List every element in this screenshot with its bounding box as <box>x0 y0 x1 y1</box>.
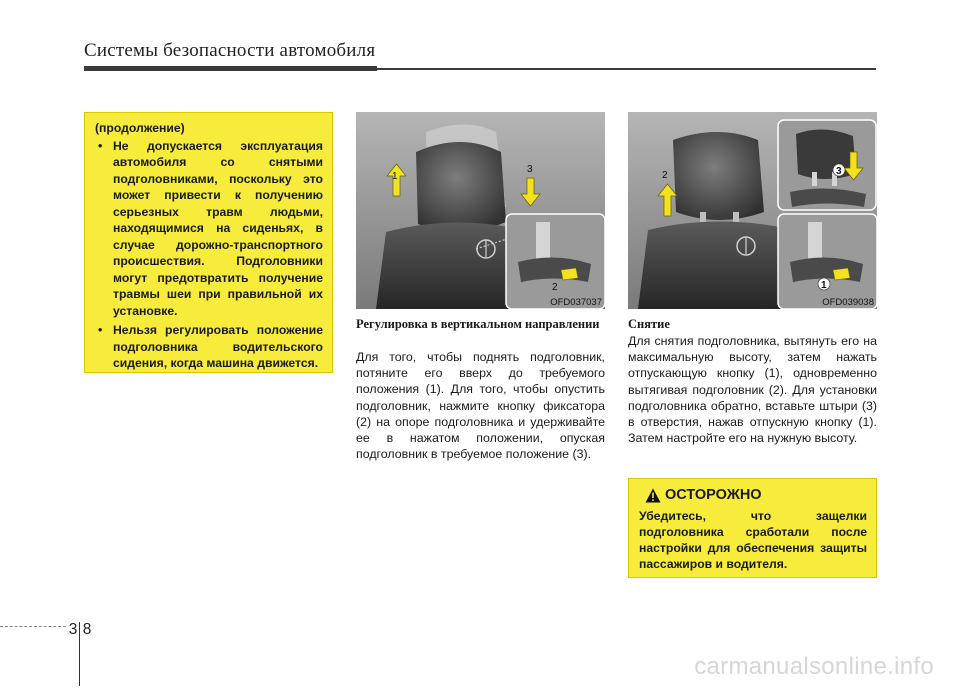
page-number <box>66 621 94 639</box>
section-body-removal: Для снятия подголовника, вытянуть его на максимальную высоту, затем нажать отпускающую кнопку (1), одновременно вытягивая подголовник (2). Для установки подголовника обратно, вставьте штыри (3) в отверстия, нажав отпускную кнопку (1). Затем настройте его на нужную высоту. <box>628 334 877 446</box>
section-heading-height-adjustment: Регулировка в вертикальном направлении <box>356 317 600 331</box>
caution-list <box>95 138 323 372</box>
page-header-title: Системы безопасности автомобиля <box>84 40 376 61</box>
bullet-icon: • <box>98 323 103 337</box>
warning-text: Убедитесь, что защелки подголовника сработали после настройки для обеспечения защиты пассажиров и водителя. <box>639 509 867 571</box>
warning-triangle-icon <box>645 488 661 503</box>
header-rule-thick <box>84 66 377 71</box>
figure-code: OFD037037 <box>550 297 602 308</box>
headrest-illustration-1 <box>356 112 605 309</box>
continued-label: (продолжение) <box>95 121 185 135</box>
headrest-illustration-2 <box>628 112 877 309</box>
caution-item: • Не допускается эксплуатация автомобиля со снятыми подголовниками, поскольку это может привести к получению серьезных травм людьми, находящимися на сиденьях, в случае дорожно-транспортного происшествия. Подголовники могут предотвратить получение травмы шеи при правильной их установке. <box>98 138 323 318</box>
page-section: 3 <box>68 621 78 638</box>
callout-1: 1 <box>821 280 827 291</box>
callout-2: 2 <box>552 282 558 293</box>
header-rule-thin <box>377 68 876 70</box>
figure-removal <box>628 112 877 309</box>
watermark: carmanualsonline.info <box>694 653 934 680</box>
warning-title-row <box>639 487 867 503</box>
warning-box <box>628 478 877 578</box>
caution-item: • Нельзя регулировать положение подголовника водительского сидения, когда машина движется. <box>98 323 323 370</box>
figure-code: OFD039038 <box>822 297 874 308</box>
callout-3: 3 <box>527 164 533 175</box>
figure-height-adjustment <box>356 112 605 309</box>
page-number-divider <box>79 622 80 686</box>
callout-1: 1 <box>392 171 398 182</box>
section-heading-removal: Снятие <box>628 317 670 331</box>
callout-2: 2 <box>662 170 668 181</box>
footer-dashed-rule <box>0 626 66 627</box>
page-index: 8 <box>82 621 92 638</box>
warning-title: ОСТОРОЖНО <box>665 487 762 503</box>
section-body-height-adjustment: Для того, чтобы поднять подголовник, потяните его вверх до требуемого положения (1). Для того, чтобы опустить подголовник, нажмите кнопку фиксатора (2) на опоре подголовника и удерживайте ее в нажатом положении, опуская подголовник в требуемое положение (3). <box>356 350 605 462</box>
bullet-icon: • <box>98 138 103 153</box>
left-caution-box <box>84 112 333 373</box>
callout-3: 3 <box>836 166 842 177</box>
